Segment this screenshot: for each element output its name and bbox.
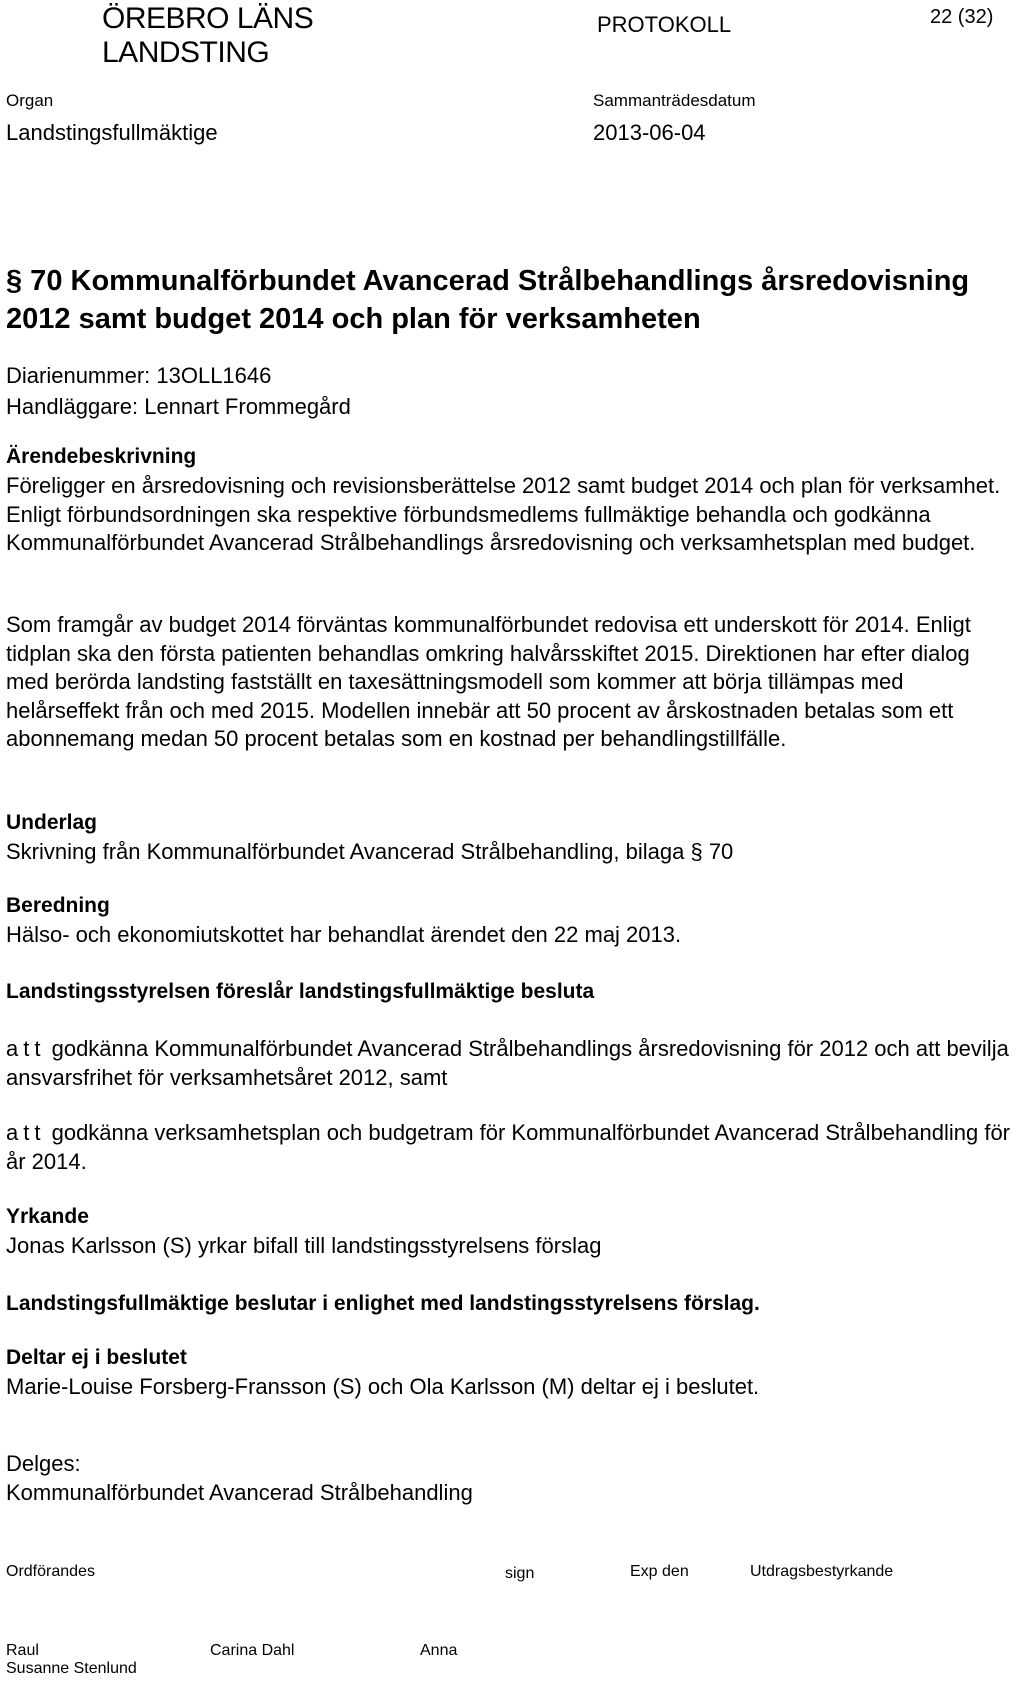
beslut-text: Landstingsfullmäktige beslutar i enlighet med landstingsstyrelsens förslag. — [6, 1292, 760, 1315]
section-title: § 70 Kommunalförbundet Avancerad Strålbehandlings årsredovisning 2012 samt budget 2014 och plan för verksamheten — [6, 265, 970, 335]
yrkande-section — [6, 1202, 1016, 1261]
exp-den-label: Exp den — [630, 1563, 689, 1580]
organ-value: Landstingsfullmäktige — [6, 120, 218, 145]
yrkande-text: Jonas Karlsson (S) yrkar bifall till landstingsstyrelsens förslag — [6, 1233, 602, 1258]
organ-label: Organ — [6, 91, 54, 110]
organization-name-line2: LANDSTING — [102, 36, 270, 69]
delges-section — [6, 1450, 1016, 1507]
arendebeskrivning-heading: Ärendebeskrivning — [6, 445, 197, 468]
beredning-section — [6, 891, 1016, 950]
utdrag-label: Utdragsbestyrkande — [750, 1563, 894, 1580]
arendebeskrivning-paragraph-2-block — [6, 611, 1016, 754]
att-marker: att — [6, 1120, 46, 1145]
case-meta — [6, 360, 351, 422]
forslag-item-2 — [6, 1119, 1016, 1176]
underlag-section — [6, 808, 1016, 867]
beredning-heading: Beredning — [6, 894, 110, 917]
sign-label: sign — [505, 1565, 535, 1582]
underlag-text: Skrivning från Kommunalförbundet Avancerad Strålbehandling, bilaga § 70 — [6, 839, 734, 864]
organization-logo — [102, 2, 313, 70]
forslag-section — [6, 977, 1016, 1007]
deltar-ej-section — [6, 1343, 1016, 1402]
arendebeskrivning-paragraph-1: Föreligger en årsredovisning och revisionsberättelse 2012 samt budget 2014 och plan för verksamhet. Enligt förbundsordningen ska respektive förbundsmedlems fullmäktige behandla och godkänna Kommunalförbundet Avancerad Strålbehandlings årsredovisning och verksamhetsplan med budget. — [6, 473, 1001, 555]
signer-1 — [6, 1642, 137, 1678]
forslag-heading: Landstingsstyrelsen föreslår landstingsfullmäktige besluta — [6, 980, 595, 1003]
date-value: 2013-06-04 — [593, 120, 706, 145]
forslag-item-1-text: godkänna Kommunalförbundet Avancerad Strålbehandlings årsredovisning för 2012 och att bevilja ansvarsfrihet för verksamhetsåret 2012, samt — [6, 1036, 1009, 1090]
deltar-ej-heading: Deltar ej i beslutet — [6, 1346, 187, 1369]
organization-name-line1: ÖREBRO LÄNS — [102, 2, 314, 35]
signer-2-name: Carina Dahl — [210, 1642, 295, 1659]
signer-1b-name: Susanne Stenlund — [6, 1660, 137, 1677]
deltar-ej-text: Marie-Louise Forsberg-Fransson (S) och Ola Karlsson (M) deltar ej i beslutet. — [6, 1374, 760, 1399]
underlag-heading: Underlag — [6, 811, 98, 834]
page-number: 22 (32) — [930, 6, 994, 28]
signer-3-name: Anna — [420, 1642, 458, 1659]
beredning-text: Hälso- och ekonomiutskottet har behandlat ärendet den 22 maj 2013. — [6, 922, 682, 947]
delges-label: Delges: — [6, 1451, 81, 1476]
arendebeskrivning-paragraph-2: Som framgår av budget 2014 förväntas kommunalförbundet redovisa ett underskott för 2014. Enligt tidplan ska den första patienten behandlas omkring halvårsskiftet 2015. Direktionen har efter dialog med berörda landsting fastställt en taxesättningsmodell som kommer att börja tillämpas med helårseffekt från och med 2015. Modellen innebär att 50 procent av årskostnaden betalas som ett abonnemang medan 50 procent betalas som en kostnad per behandlingstillfälle. — [6, 612, 971, 751]
forslag-item-1 — [6, 1035, 1016, 1092]
delges-text: Kommunalförbundet Avancerad Strålbehandling — [6, 1479, 473, 1505]
forslag-item-2-text: godkänna verksamhetsplan och budgetram för Kommunalförbundet Avancerad Strålbehandling för år 2014. — [6, 1120, 1011, 1174]
signer-1-name: Raul — [6, 1642, 39, 1659]
att-marker: att — [6, 1036, 46, 1061]
diarienummer: Diarienummer: 13OLL1646 — [6, 363, 272, 388]
yrkande-heading: Yrkande — [6, 1205, 89, 1228]
date-label: Sammanträdesdatum — [593, 91, 756, 110]
handlaggare: Handläggare: Lennart Frommegård — [6, 394, 351, 419]
document-type: PROTOKOLL — [597, 12, 732, 37]
ordforande-label: Ordförandes — [6, 1563, 95, 1580]
arendebeskrivning-section — [6, 442, 1016, 558]
beslut-section — [6, 1289, 1016, 1319]
